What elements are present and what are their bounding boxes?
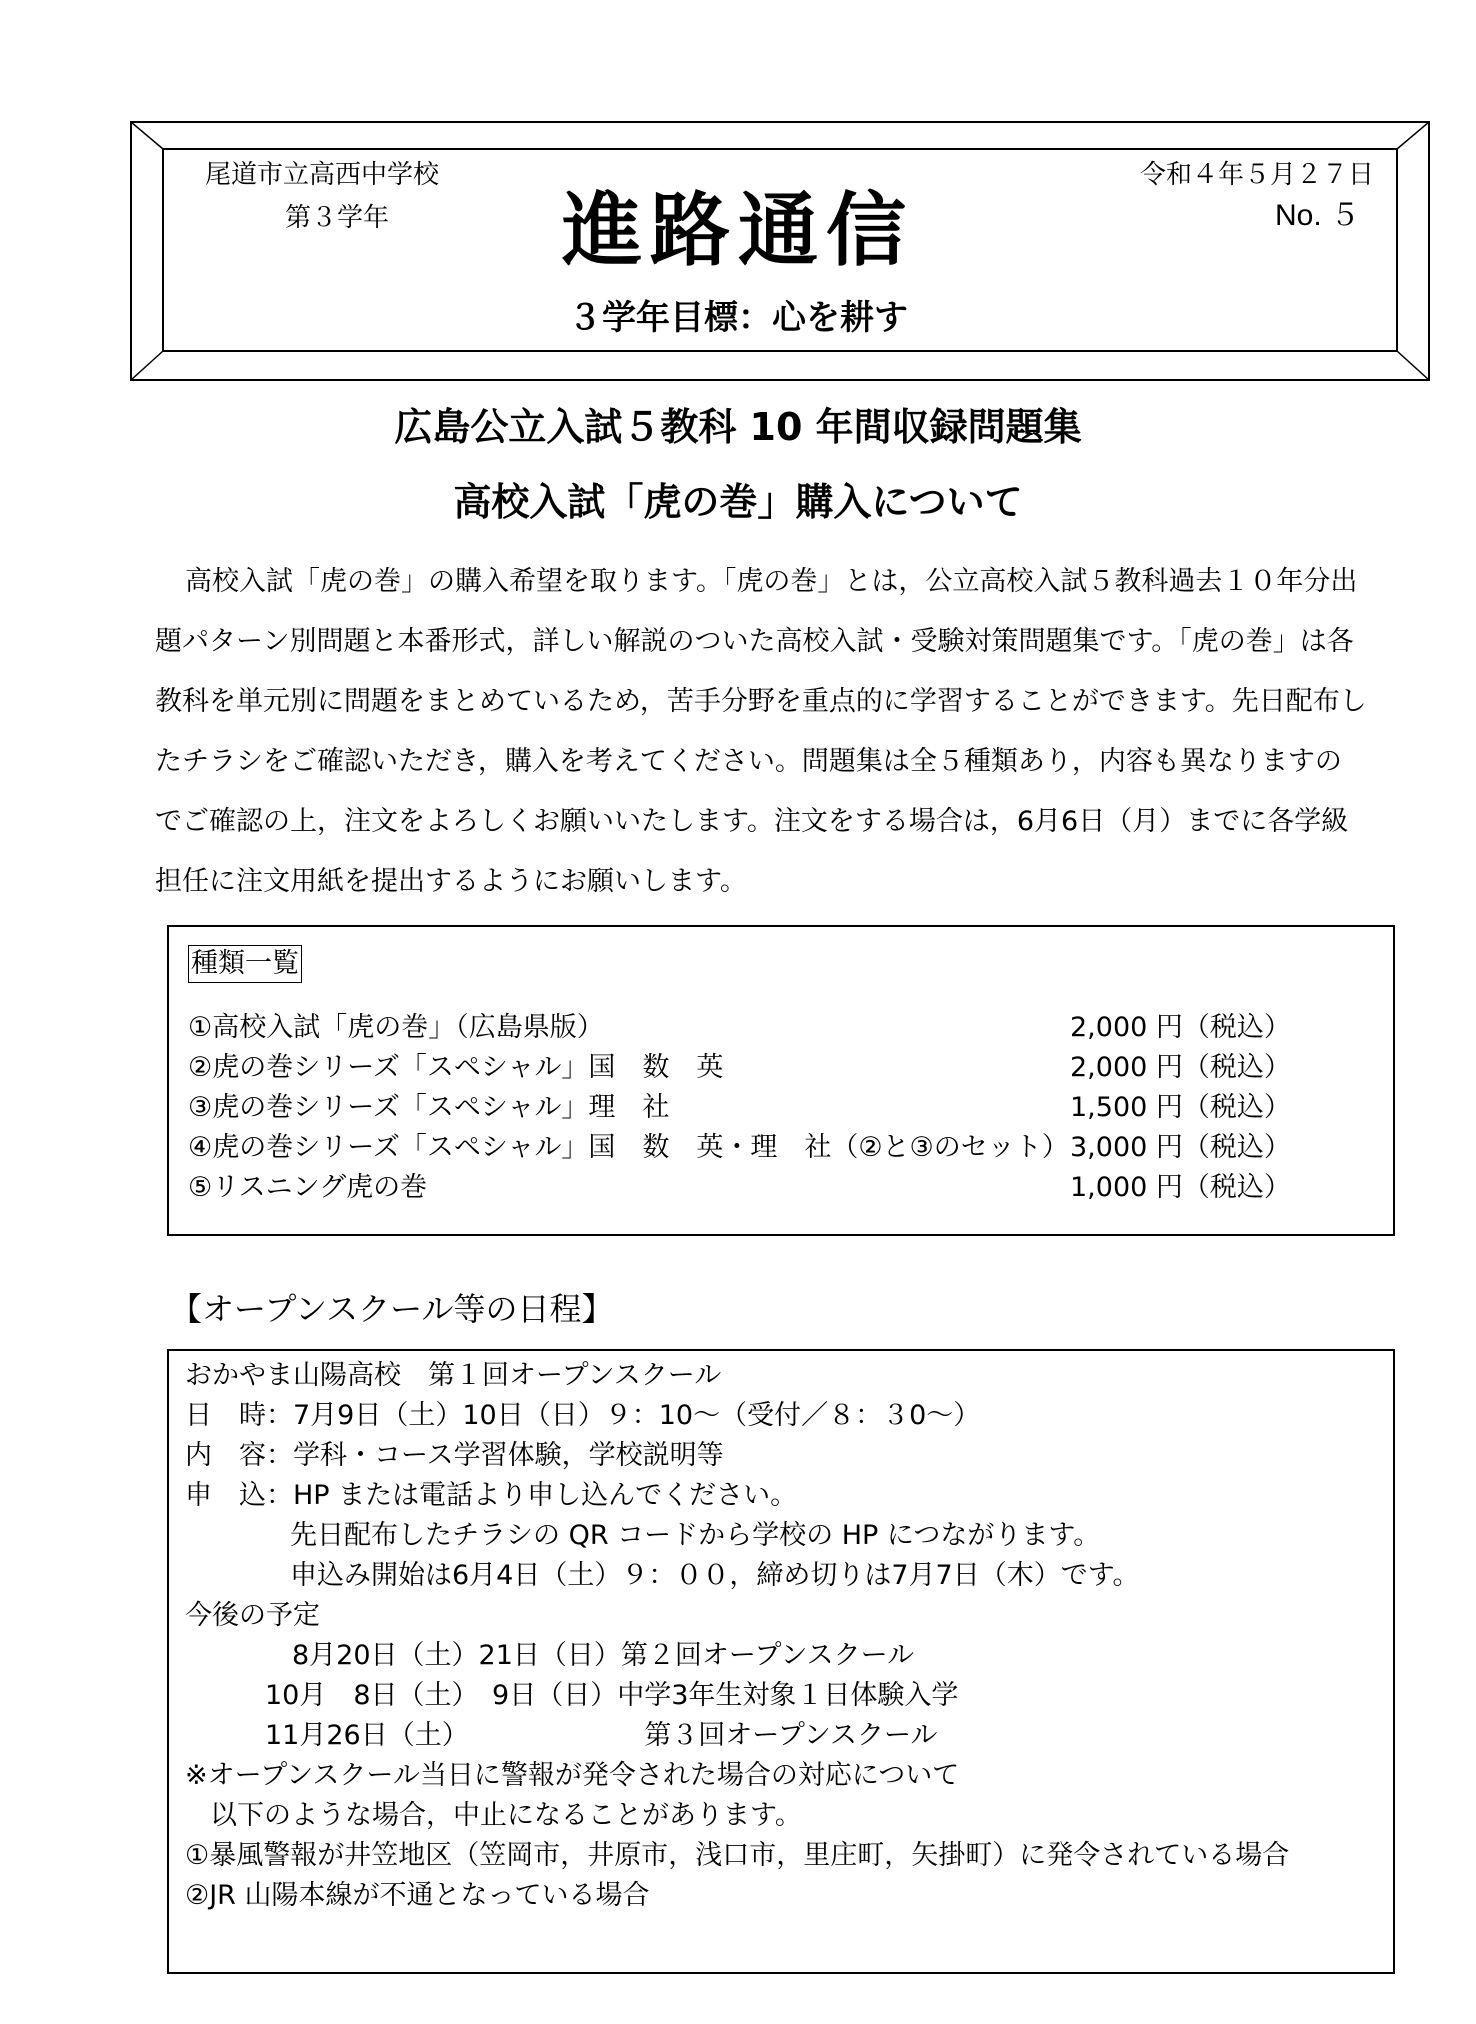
- intro-line: でご確認の上，注文をよろしくお願いいたします。注文をする場合は，6月6日（月）までに各学級: [155, 806, 1349, 837]
- schedule-line: 先日配布したチラシの QR コードから学校の HP につながります。: [290, 1520, 1101, 1551]
- product-row: [188, 1048, 1291, 1088]
- product-name: ②虎の巻シリーズ「スペシャル」国 数 英: [188, 1052, 724, 1083]
- headline-line-2: 高校入試「虎の巻」購入について: [453, 480, 1023, 524]
- schedule-line: 申込み開始は6月4日（土）９：００，締め切りは7月7日（木）です。: [290, 1560, 1140, 1591]
- intro-line: 高校入試「虎の巻」の購入希望を取ります。「虎の巻」とは，公立高校入試５教科過去１０年分出: [185, 566, 1358, 597]
- product-price: 3,000 円（税込）: [1070, 1132, 1291, 1163]
- schedule-line: 今後の予定: [185, 1600, 320, 1631]
- schedule-line: 11月26日（土） 第３回オープンスクール: [265, 1720, 938, 1751]
- intro-line: たチラシをご確認いただき，購入を考えてください。問題集は全５種類あり，内容も異なりますの: [155, 746, 1342, 777]
- product-price: 1,000 円（税込）: [1070, 1172, 1291, 1203]
- schedule-line: ※オープンスクール当日に警報が発令された場合の対応について: [185, 1760, 960, 1791]
- product-name: ①高校入試「虎の巻」（広島県版）: [188, 1012, 604, 1043]
- intro-paragraph: [155, 552, 1430, 912]
- intro-line: 題パターン別問題と本番形式，詳しい解説のついた高校入試・受験対策問題集です。「虎の巻」は各: [155, 626, 1354, 657]
- product-row: [188, 1168, 1291, 1208]
- product-row: [188, 1088, 1291, 1128]
- intro-line: 教科を単元別に問題をまとめているため，苦手分野を重点的に学習することができます。先日配布し: [155, 686, 1367, 717]
- product-name: ⑤リスニング虎の巻: [188, 1172, 428, 1203]
- schedule-heading: 【オープンスクール等の日程】: [170, 1290, 614, 1328]
- newsletter-title: 進路通信: [562, 184, 914, 277]
- product-price: 2,000 円（税込）: [1070, 1052, 1291, 1083]
- issue-date: 令和４年５月２７日: [1140, 160, 1375, 190]
- product-row: [188, 1008, 1291, 1048]
- schedule-line: 日 時：7月9日（土）10日（日）９：10～（受付／８：３0～）: [185, 1400, 981, 1431]
- schedule-line: 申 込：HP または電話より申し込んでください。: [185, 1480, 798, 1511]
- product-price: 1,500 円（税込）: [1070, 1092, 1291, 1123]
- schedule-line: ②JR 山陽本線が不通となっている場合: [185, 1880, 650, 1911]
- school-name: 尾道市立高西中学校: [205, 160, 440, 190]
- issue-number: No. ５: [1275, 199, 1361, 232]
- product-price: 2,000 円（税込）: [1070, 1012, 1291, 1043]
- grade-label: 第３学年: [285, 203, 390, 233]
- schedule-line: 以下のような場合，中止になることがあります。: [210, 1800, 802, 1831]
- intro-line: 担任に注文用紙を提出するようにお願いします。: [155, 866, 747, 897]
- schedule-line: おかやま山陽高校 第１回オープンスクール: [185, 1360, 722, 1391]
- product-name: ③虎の巻シリーズ「スペシャル」理 社: [188, 1092, 670, 1123]
- headline-line-1: 広島公立入試５教科 10 年間収録問題集: [394, 405, 1082, 449]
- product-name: ④虎の巻シリーズ「スペシャル」国 数 英・理 社（②と③のセット）: [188, 1132, 1069, 1163]
- schedule-line: 8月20日（土）21日（日）第２回オープンスクール: [292, 1640, 915, 1671]
- schedule-line: 内 容：学科・コース学習体験，学校説明等: [185, 1440, 724, 1471]
- schedule-line: ①暴風警報が井笠地区（笠岡市，井原市，浅口市，里庄町，矢掛町）に発令されている場合: [185, 1840, 1290, 1871]
- schedule-line: 10月 8日（土） 9日（日）中学3年生対象１日体験入学: [265, 1680, 959, 1711]
- grade-motto: ３学年目標：心を耕す: [568, 298, 908, 338]
- product-row: [188, 1128, 1291, 1168]
- products-label: 種類一覧: [188, 945, 302, 983]
